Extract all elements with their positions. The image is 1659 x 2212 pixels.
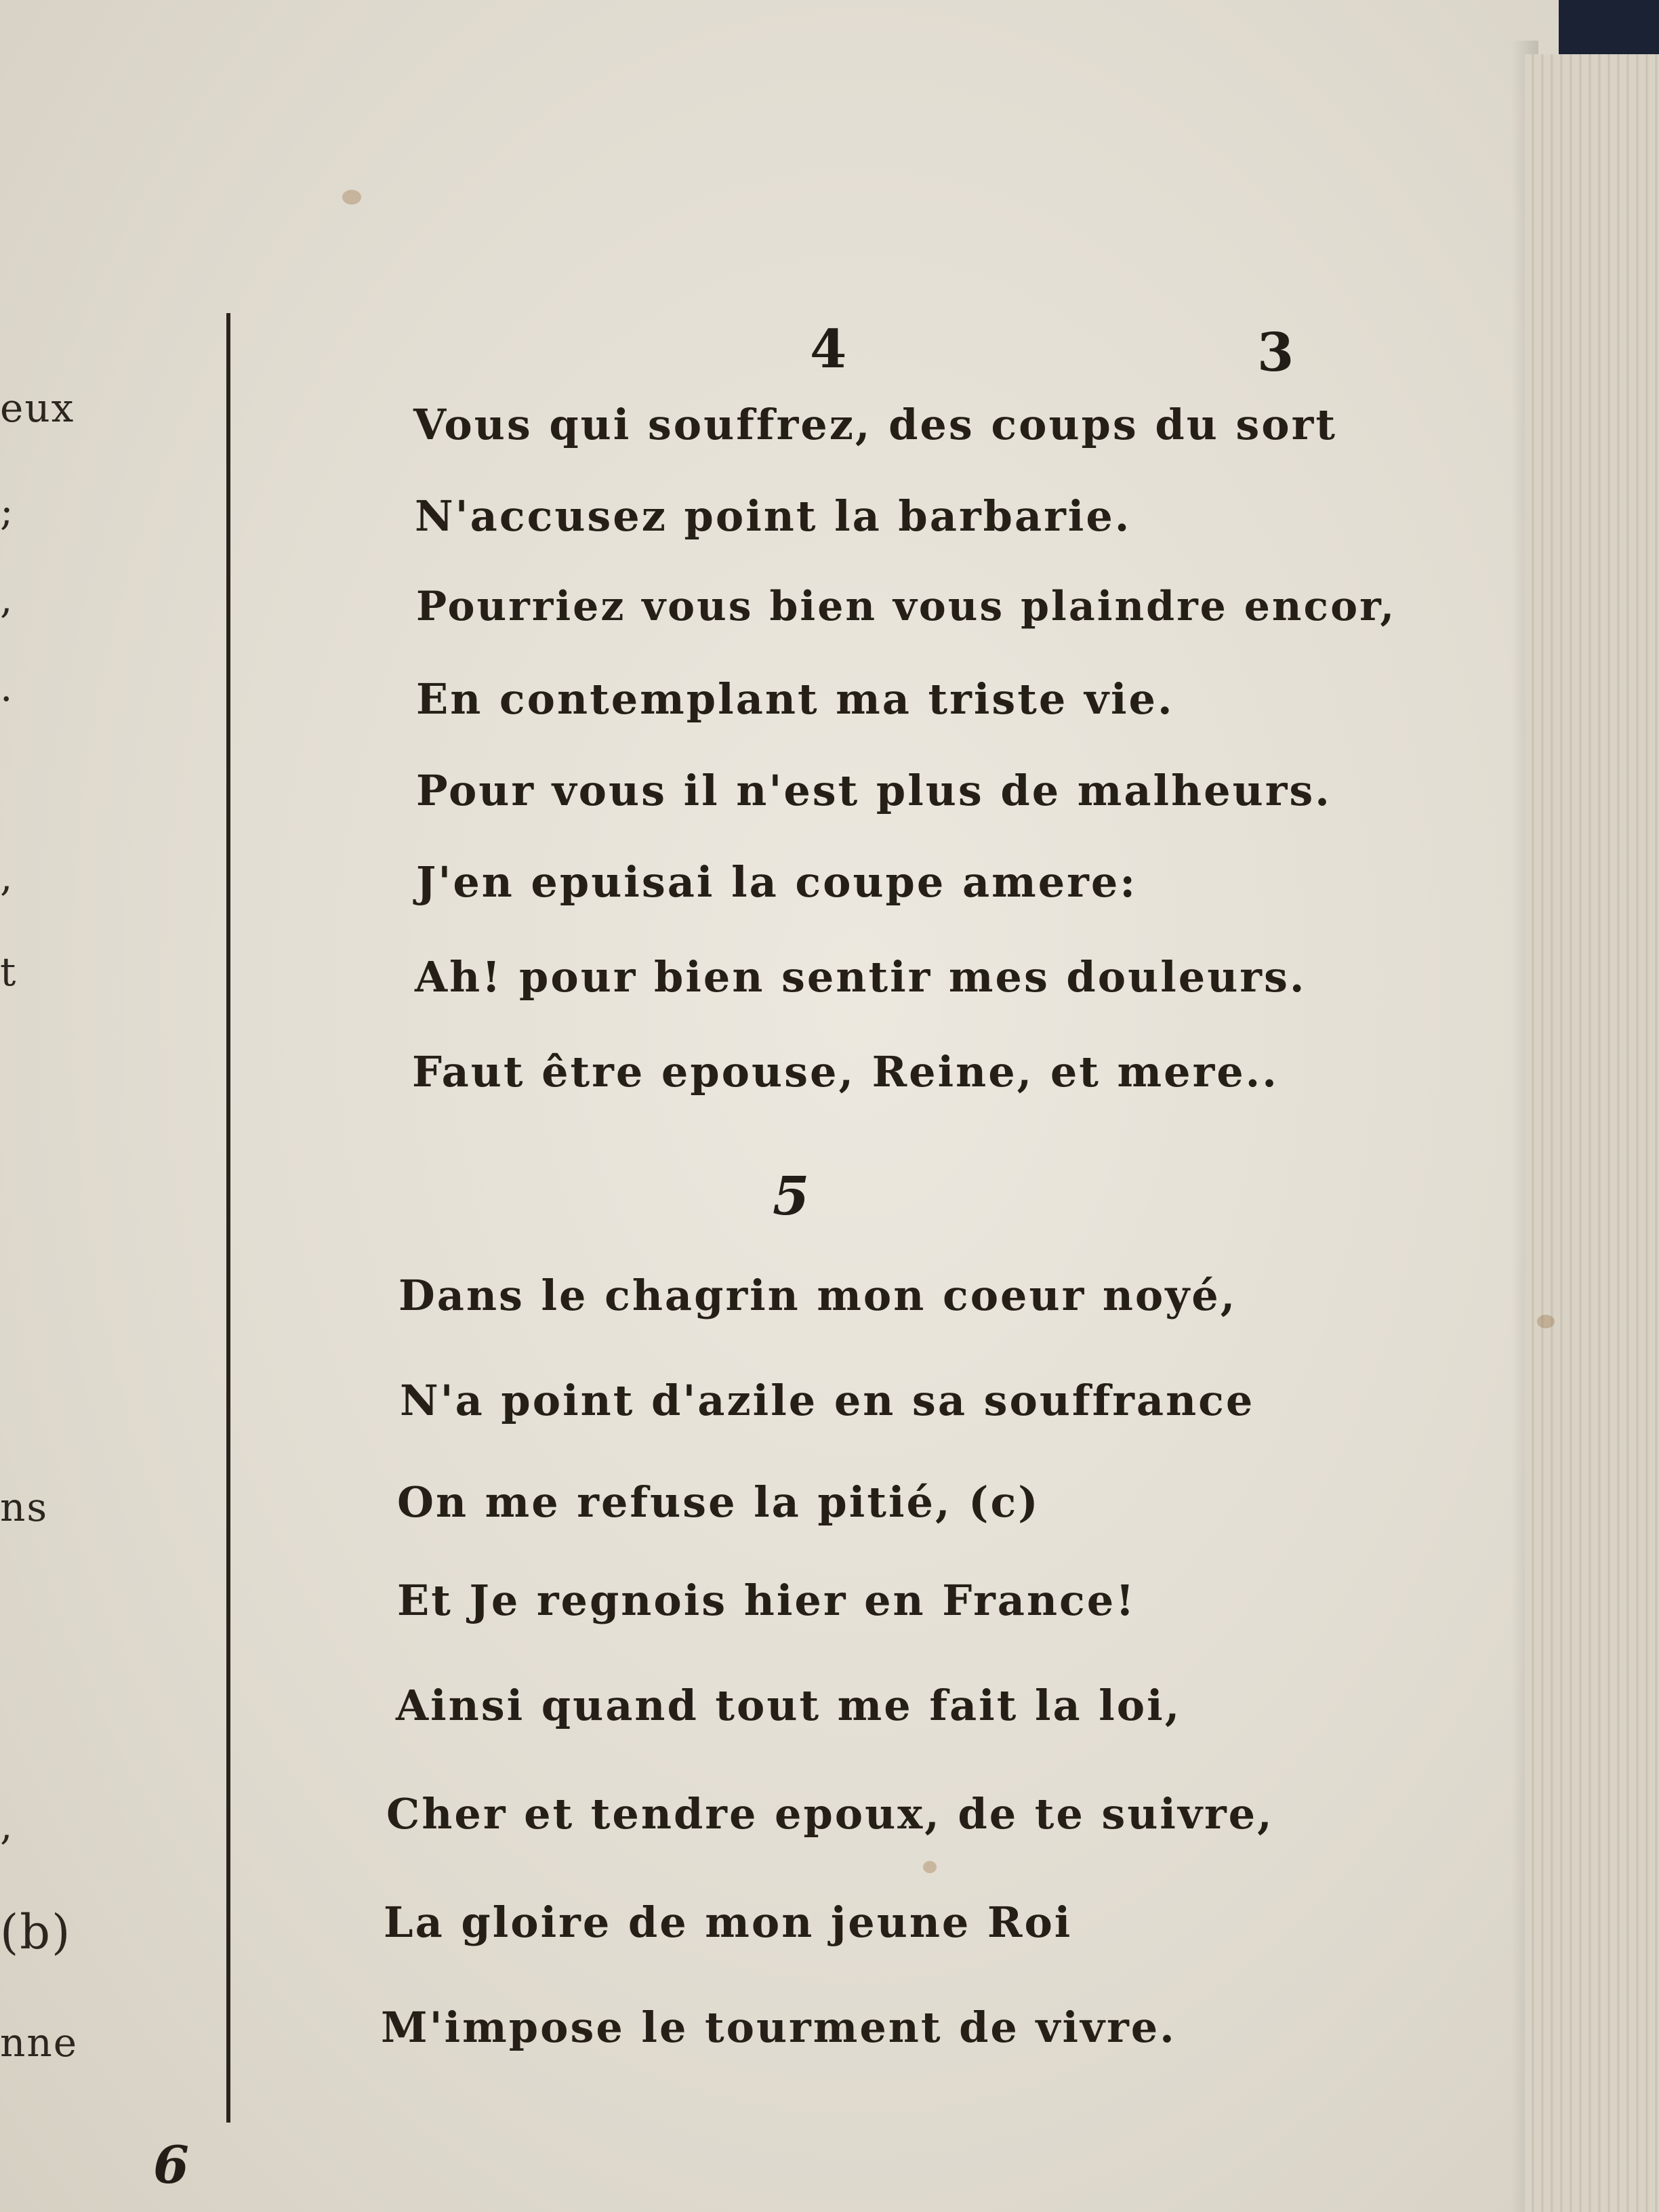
verse-line: Pourriez vous bien vous plaindre encor,: [416, 583, 1397, 630]
verse-line: Ah! pour bien sentir mes douleurs.: [415, 952, 1307, 1002]
verse-line: La gloire de mon jeune Roi: [384, 1898, 1073, 1947]
verse-line: Cher et tendre epoux, de te suivre,: [386, 1789, 1274, 1839]
foxing-spot: [1537, 1315, 1555, 1328]
prev-page-fragment: (b): [0, 1904, 72, 1960]
verse-line: En contemplant ma triste vie.: [416, 674, 1174, 724]
column-rule: [226, 313, 230, 2123]
prev-page-fragment: t: [0, 949, 18, 995]
verse-line: Dans le chagrin mon coeur noyé,: [398, 1271, 1237, 1320]
prev-page-fragment: ,: [0, 1803, 14, 1849]
stanza-number-5: 5: [773, 1166, 810, 1227]
foxing-spot: [342, 190, 361, 205]
prev-page-fragment: ns: [0, 1484, 49, 1530]
page-number: 6: [153, 2135, 189, 2195]
verse-line: Pour vous il n'est plus de malheurs.: [416, 766, 1332, 815]
verse-line: Faut être epouse, Reine, et mere..: [412, 1047, 1279, 1097]
foxing-spot: [923, 1861, 937, 1873]
prev-page-fragment: ,: [0, 576, 14, 622]
page-edges: [1525, 54, 1659, 2212]
verse-line: Ainsi quand tout me fait la loi,: [396, 1681, 1182, 1730]
prev-page-fragment: .: [0, 664, 14, 710]
verse-line: M'impose le tourment de vivre.: [381, 2003, 1176, 2052]
verse-line: Et Je regnois hier en France!: [397, 1576, 1136, 1625]
verse-line: N'accusez point la barbarie.: [415, 491, 1132, 541]
verse-line: N'a point d'azile en sa souffrance: [400, 1376, 1255, 1425]
prev-page-fragment: ;: [0, 488, 15, 534]
stanza-number-4: 4: [810, 319, 847, 380]
prev-page-fragment: eux: [0, 385, 75, 431]
verse-line: Vous qui souffrez, des coups du sort: [413, 400, 1337, 449]
verse-line: On me refuse la pitié, (c): [397, 1477, 1040, 1527]
stanza-number-3: 3: [1257, 322, 1294, 384]
prev-page-fragment: nne: [0, 2020, 79, 2066]
prev-page-fragment: ,: [0, 854, 14, 900]
verse-line: J'en epuisai la coupe amere:: [416, 857, 1138, 907]
